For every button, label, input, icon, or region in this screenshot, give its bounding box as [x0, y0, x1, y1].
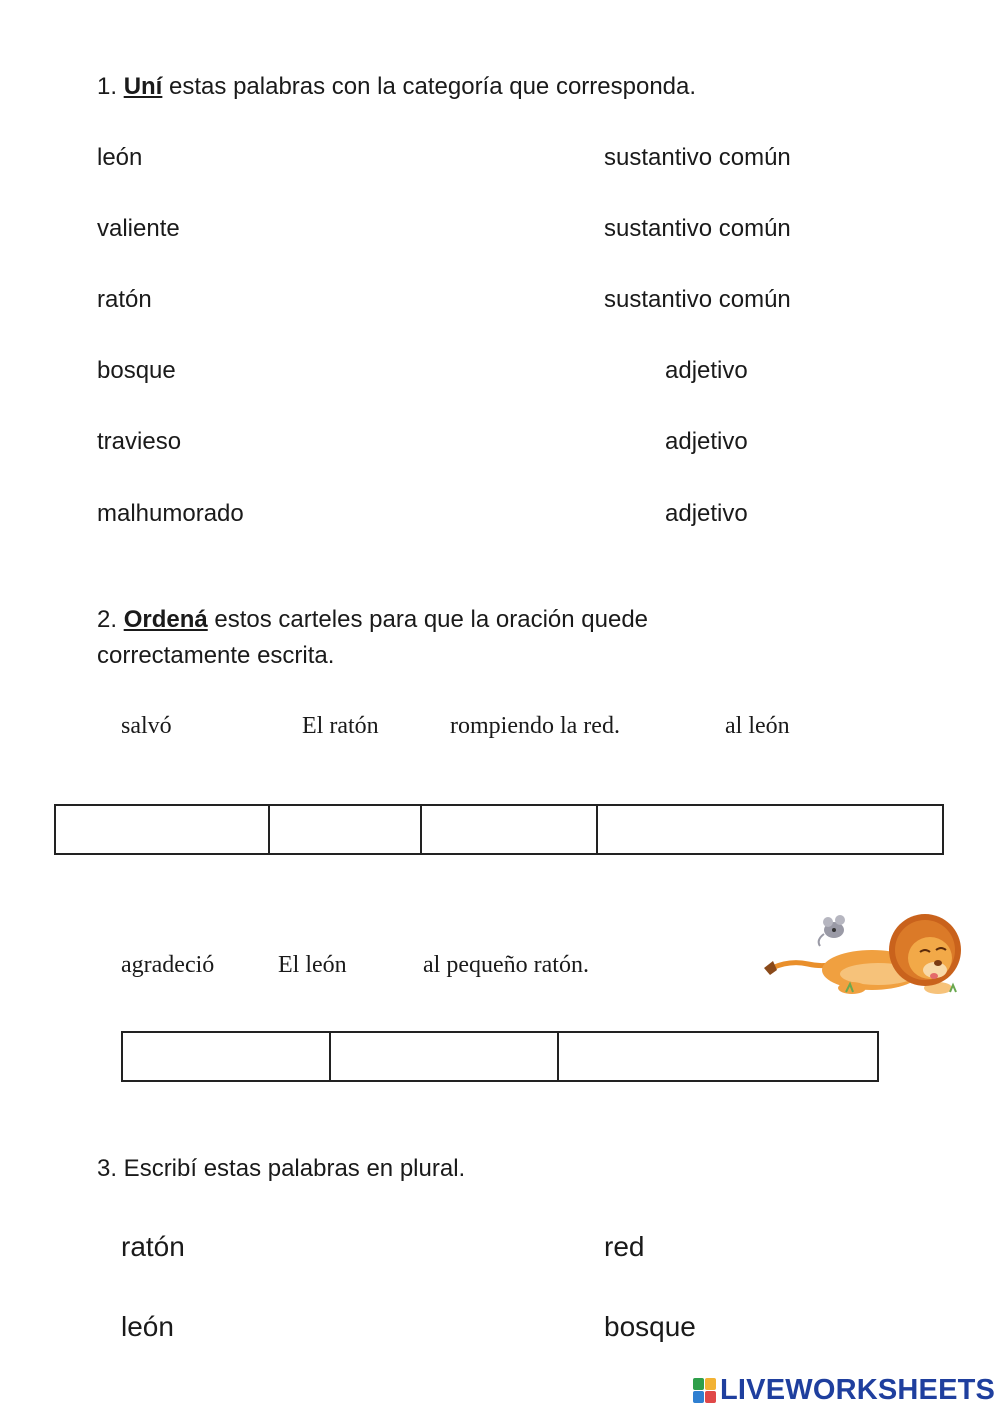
q2-card-rompiendo-la-red[interactable]: rompiendo la red. — [450, 713, 620, 739]
q2-sentence2-answer-row — [121, 1031, 879, 1082]
q2-sentence2-slot-3[interactable] — [559, 1033, 877, 1080]
q2-instruction-line1: estos carteles para que la oración quede — [214, 606, 649, 633]
q2-instruction-line2: correctamente escrita. — [97, 642, 335, 669]
q2-card-el-leon[interactable]: El león — [278, 952, 347, 978]
q2-sentence2-slot-2[interactable] — [331, 1033, 559, 1080]
q1-category-1[interactable]: sustantivo común — [604, 144, 791, 171]
q3-heading: 3. Escribí estas palabras en plural. — [97, 1155, 466, 1182]
q2-sentence1-slot-4[interactable] — [598, 806, 942, 853]
q2-keyword: Ordená — [123, 606, 208, 633]
q2-sentence1-answer-row — [54, 804, 944, 855]
liveworksheets-logo-text: LIVEWORKSHEETS — [720, 1374, 996, 1406]
q1-word-leon[interactable]: león — [97, 144, 143, 171]
q3-word-bosque: bosque — [604, 1311, 696, 1342]
liveworksheets-logo-icon — [693, 1378, 717, 1404]
q1-category-3[interactable]: sustantivo común — [604, 286, 791, 313]
q3-word-leon: león — [121, 1311, 174, 1342]
q1-word-valiente[interactable]: valiente — [97, 215, 180, 242]
q1-word-raton[interactable]: ratón — [97, 286, 152, 313]
q2-sentence1-slot-3[interactable] — [422, 806, 598, 853]
q1-instruction: estas palabras con la categoría que corresponda. — [169, 73, 697, 100]
q1-word-malhumorado[interactable]: malhumorado — [97, 500, 244, 527]
q2-card-al-leon[interactable]: al león — [725, 713, 790, 739]
q2-sentence1-slot-2[interactable] — [270, 806, 422, 853]
q2-sentence2-slot-1[interactable] — [123, 1033, 331, 1080]
q1-category-6[interactable]: adjetivo — [665, 500, 748, 527]
q1-category-4[interactable]: adjetivo — [665, 357, 748, 384]
q1-keyword: Uní — [123, 73, 163, 100]
q1-category-5[interactable]: adjetivo — [665, 428, 748, 455]
lion-and-mouse-illustration — [760, 900, 965, 998]
q1-number: 1. — [97, 73, 118, 100]
q2-card-agradecio[interactable]: agradeció — [121, 952, 215, 978]
q3-word-red: red — [604, 1231, 645, 1262]
q2-number: 2. — [97, 606, 118, 633]
q1-word-travieso[interactable]: travieso — [97, 428, 182, 455]
q1-category-2[interactable]: sustantivo común — [604, 215, 791, 242]
q2-card-el-raton[interactable]: El ratón — [302, 713, 379, 739]
q2-sentence1-slot-1[interactable] — [56, 806, 270, 853]
q1-heading — [97, 75, 696, 99]
liveworksheets-logo[interactable] — [693, 1376, 995, 1405]
q2-card-al-pequeno-raton[interactable]: al pequeño ratón. — [423, 952, 589, 978]
q3-word-raton: ratón — [121, 1231, 185, 1262]
q2-card-salvo[interactable]: salvó — [121, 713, 172, 739]
q2-heading — [97, 608, 648, 632]
q1-word-bosque[interactable]: bosque — [97, 357, 176, 384]
